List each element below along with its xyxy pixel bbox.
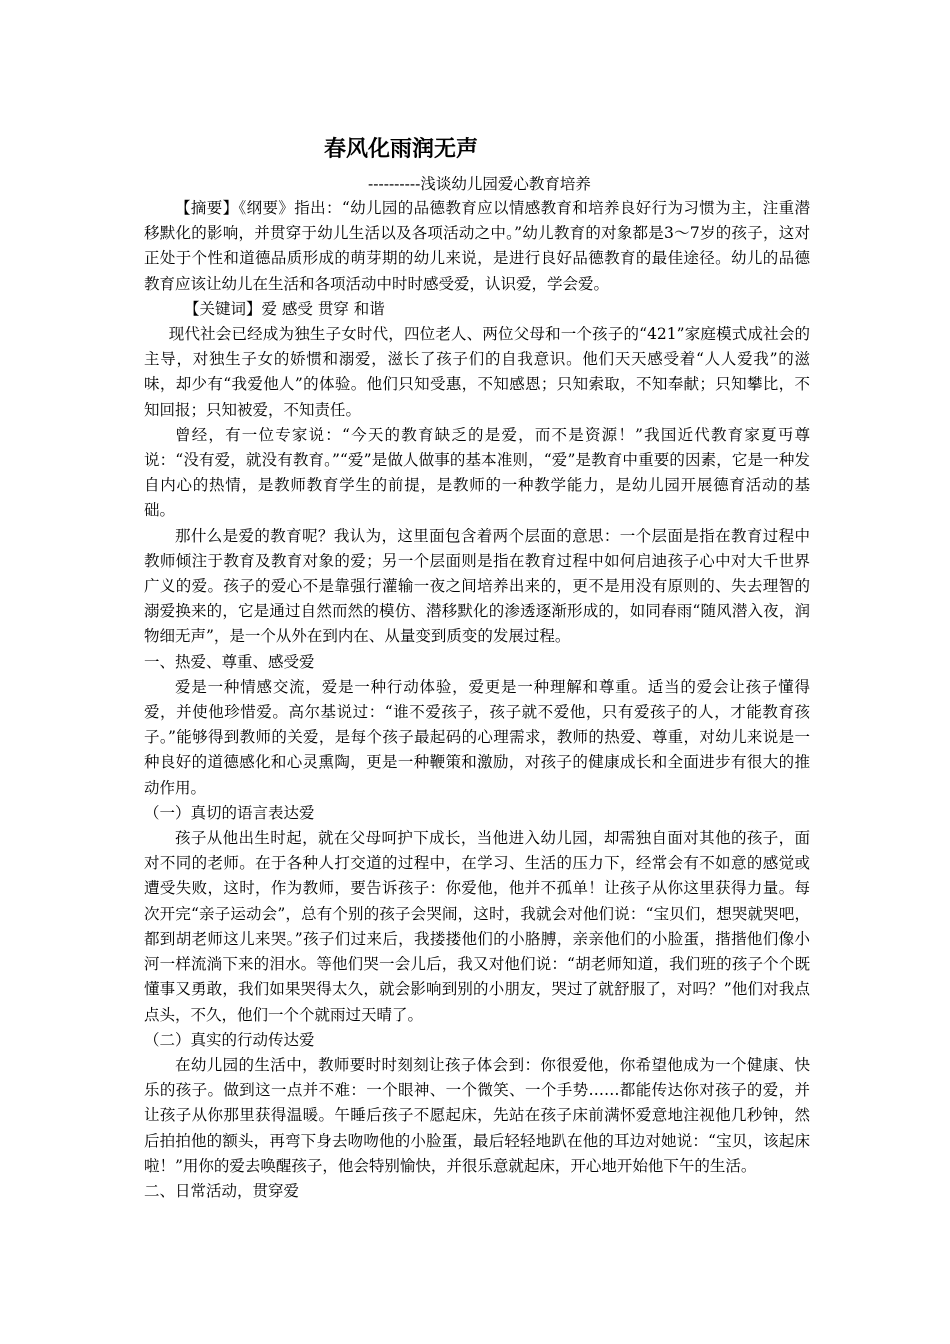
subsection-1-heading: （一）真切的语言表达爱 xyxy=(144,803,315,822)
subsection-2-text: 在幼儿园的生活中，教师要时时刻刻让孩子体会到：你很爱他，你希望他成为一个健康、快乐的孩子。做到这一点并不难：一个眼神、一个微笑、一个手势……都能传达你对孩子的爱，并让孩子从你那里获得温暖。午睡后孩子不愿起床，先站在孩子床前满怀爱意地注视他几秒钟，然后拍拍他的额头，再弯下身去吻吻他的小脸蛋，最后轻轻地趴在他的耳边对她说：“宝贝，该起床啦！”用你的爱去唤醒孩子，他会特别愉快，并很乐意就起床，开心地开始他下午的生活。 xyxy=(144,1055,810,1175)
intro-paragraph-2: 曾经，有一位专家说：“今天的教育缺乏的是爱，而不是资源！”我国近代教育家夏丏尊说：“没有爱，就没有教育。”“爱”是做人做事的基本准则，“爱”是教育中重要的因素，它是一种发自内心的热情，是教师教育学生的前提，是教师的一种教学能力，是幼儿园开展德育活动的基础。 xyxy=(144,425,810,520)
abstract-paragraph: 【摘要】《纲要》指出：“幼儿园的品德教育应以情感教育和培养良好行为习惯为主，注重潜移默化的影响，并贯穿于幼儿生活以及各项活动之中。”幼儿教育的对象都是3～7岁的孩子，这对正处于个性和道德品质形成的萌芽期的幼儿来说，是进行良好品德教育的最佳途径。幼儿的品德教育应该让幼儿在生活和各项活动中时时感受爱，认识爱，学会爱。 xyxy=(144,199,810,293)
section-2-heading: 二、日常活动，贯穿爱 xyxy=(144,1181,300,1200)
keywords-line: 【关键词】爱 感受 贯穿 和谐 xyxy=(184,299,385,318)
intro-paragraph-3: 那什么是爱的教育呢？我认为，这里面包含着两个层面的意思：一个层面是指在教育过程中教师倾注于教育及教育对象的爱；另一个层面则是指在教育过程中如何启迪孩子心中对大千世界广义的爱。孩子的爱心不是靠强行灌输一夜之间培养出来的，更不是用没有原则的、失去理智的溺爱换来的，它是通过自然而然的模仿、潜移默化的渗透逐渐形成的，如同春雨“随风潜入夜，润物细无声”，是一个从外在到内在、从量变到质变的发展过程。 xyxy=(144,526,810,646)
subsection-2-heading: （二）真实的行动传达爱 xyxy=(144,1030,315,1049)
page-title: 春风化雨润无声 xyxy=(324,137,479,162)
section-1-heading: 一、热爱、尊重、感受爱 xyxy=(144,652,315,671)
section-1-intro: 爱是一种情感交流，爱是一种行动体验，爱更是一种理解和尊重。适当的爱会让孩子懂得爱，并使他珍惜爱。高尔基说过：“谁不爱孩子，孩子就不爱他，只有爱孩子的人，才能教育孩子。”能够得到教师的关爱，是每个孩子最起码的心理需求，教师的热爱、尊重，对幼儿来说是一种良好的道德感化和心灵熏陶，更是一种鞭策和激励，对孩子的健康成长和全面进步有很大的推动作用。 xyxy=(144,677,810,797)
intro-paragraph-1: 现代社会已经成为独生子女时代，四位老人、两位父母和一个孩子的“421”家庭模式成社会的主导，对独生子女的娇惯和溺爱，滋长了孩子们的自我意识。他们天天感受着“人人爱我”的滋味，却少有“我爱他人”的体验。他们只知受惠，不知感恩；只知索取，不知奉献；只知攀比，不知回报；只知被爱，不知责任。 xyxy=(144,325,810,419)
subsection-1-text: 孩子从他出生时起，就在父母呵护下成长，当他进入幼儿园，却需独自面对其他的孩子，面对不同的老师。在于各种人打交道的过程中，在学习、生活的压力下，经常会有不如意的感觉或遭受失败，这时，作为教师，要告诉孩子：你爱他，他并不孤单！让孩子从你这里获得力量。每次开完“亲子运动会”，总有个别的孩子会哭闹，这时，我就会对他们说：“宝贝们，想哭就哭吧，都到胡老师这儿来哭。”孩子们过来后，我搂搂他们的小胳膊，亲亲他们的小脸蛋，揩揩他们像小河一样流淌下来的泪水。等他们哭一会儿后，我又对他们说：“胡老师知道，我们班的孩子个个既懂事又勇敢，我们如果哭得太久，就会影响到别的小朋友，哭过了就舒服了，对吗？”他们对我点点头，不久，他们一个个就雨过天晴了。 xyxy=(144,829,810,1024)
document-body xyxy=(144,132,810,1204)
page-subtitle: ----------浅谈幼儿园爱心教育培养 xyxy=(368,175,591,193)
